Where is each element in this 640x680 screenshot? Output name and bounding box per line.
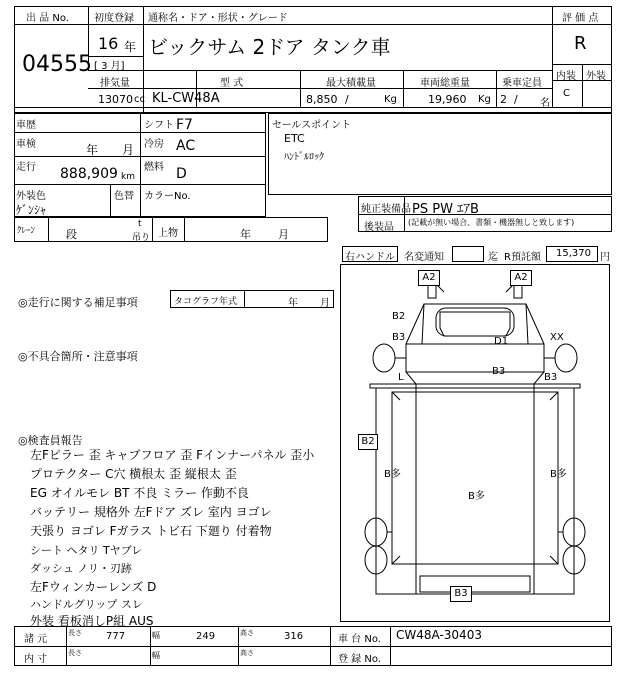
front-right-wheel: [555, 344, 577, 372]
sales-item-1: ETC: [284, 132, 305, 145]
shift: F7: [176, 117, 193, 133]
divider: [14, 156, 266, 157]
damage-mark: A2: [510, 270, 532, 286]
divider: [238, 626, 239, 666]
mileage-unit: km: [121, 172, 135, 182]
divider: [66, 626, 67, 666]
aircon-label: 冷房: [144, 139, 164, 150]
steering: 右ハンドル: [345, 252, 395, 263]
lot-no-label: 出 品 No.: [26, 13, 69, 24]
inner-width-label: 幅: [152, 651, 160, 660]
damage-mark: L: [398, 372, 404, 383]
first-reg-label: 初度登録: [94, 13, 134, 24]
max-load-sep: /: [345, 93, 349, 106]
reg-year-unit: 年: [124, 40, 137, 54]
report-line: 天張り ヨゴレ Fガラス トビ石 下廻り 付着物: [30, 524, 272, 538]
total-unit: 円: [600, 252, 610, 263]
damage-mark: B3: [450, 586, 472, 602]
divider: [330, 626, 331, 666]
zeta: 迄: [488, 252, 498, 263]
mileage-label: 走行: [16, 162, 36, 173]
divider: [552, 6, 553, 107]
color-label: 外装色: [16, 191, 46, 202]
damage-mark: B多: [468, 491, 485, 502]
divider: [14, 184, 266, 185]
driving-label: ◎走行に関する補足事項: [18, 296, 138, 309]
car-label: 通称名・ドア・形状・グレード: [148, 13, 288, 24]
gross-weight: 19,960: [428, 93, 467, 106]
aftermarket-label: 後装品: [364, 222, 394, 233]
divider: [140, 113, 141, 217]
tank-body: [392, 392, 558, 564]
sales-item-2: ﾊﾝﾄﾞﾙﾛｯｸ: [284, 152, 324, 163]
width-label: 幅: [152, 631, 160, 640]
capacity-label: 乗車定員: [502, 78, 542, 89]
report-line: バッテリー 規格外 左Fドア ズレ 室内 ヨゴレ: [30, 505, 272, 519]
crane-step: 段: [66, 228, 77, 241]
damage-mark: B2: [392, 311, 406, 322]
eval-score: R: [574, 33, 587, 54]
height: 316: [284, 631, 304, 642]
divider: [403, 70, 404, 107]
displacement-label: 排気量: [100, 78, 130, 89]
cab-outline: [422, 304, 528, 344]
divider: [14, 24, 552, 25]
aftermarket-note: (記載が無い場合、書類・機器無しと致します): [408, 218, 575, 227]
report-line: シート ヘタリ Tヤブレ: [30, 544, 143, 557]
max-load-unit: Kg: [384, 94, 397, 105]
reg-year: 16: [98, 34, 119, 53]
history-label: 車歴: [16, 120, 36, 131]
inner-label: 内 寸: [24, 654, 48, 665]
damage-mark: D1: [494, 336, 509, 347]
width: 249: [196, 631, 216, 642]
capacity-sep: /: [514, 93, 518, 106]
max-load-label: 最大積載量: [326, 78, 376, 89]
inspector-label: ◎検査員報告: [18, 434, 83, 447]
total-value: 15,370: [556, 248, 591, 259]
sales-label: セールスポイント: [272, 120, 352, 131]
divider: [552, 24, 612, 25]
length-label: 長さ: [68, 629, 82, 637]
damage-mark: B3: [392, 332, 406, 343]
report-line: 左Fピラー 歪 キャブフロア 歪 Fインナーパネル 歪小: [30, 448, 315, 462]
divider: [390, 626, 391, 666]
exterior-label: 外装: [586, 71, 606, 82]
mileage: 888,909: [60, 166, 118, 182]
tachograph-year: 年: [288, 298, 298, 309]
inner-height-label: 高さ: [240, 649, 254, 657]
damage-mark: A2: [418, 270, 440, 286]
rear-bumper: [420, 576, 530, 592]
divider: [88, 88, 552, 89]
car-name: ビックサム 2ドア タンク車: [148, 35, 391, 59]
gross-weight-unit: Kg: [478, 94, 491, 105]
damage-mark: XX: [550, 332, 564, 343]
tachograph-label: タコグラフ年式: [174, 297, 238, 307]
chassis-label: 車 台 No.: [338, 634, 381, 645]
truck-diagram: [340, 264, 610, 622]
eval-label: 評 価 点: [562, 13, 599, 24]
color: ｹﾞﾝｼｬ: [16, 203, 47, 217]
displacement-unit: cc: [134, 94, 145, 105]
capacity-unit: 名: [540, 98, 550, 109]
length: 777: [106, 631, 126, 642]
max-load: 8,850: [306, 93, 338, 106]
divider: [48, 217, 49, 242]
fuel-label: 燃料: [144, 162, 164, 173]
inspection-label: 車検: [16, 139, 36, 150]
report-line: 外装 看板消しP組 AUS: [30, 614, 154, 628]
report-line: ダッシュ ノリ・刃跡: [30, 562, 132, 575]
windshield: [440, 312, 510, 336]
inspection-year: 年: [86, 143, 99, 157]
divider: [582, 64, 583, 107]
divider: [14, 132, 266, 133]
divider: [14, 107, 612, 108]
capacity: 2: [500, 93, 507, 106]
divider: [88, 70, 552, 71]
report-line: 左Fウィンカーレンズ D: [30, 580, 157, 594]
damage-mark: B2: [358, 434, 378, 450]
upper-label: 上物: [158, 228, 178, 239]
lot-no: 04555: [22, 52, 92, 77]
damage-mark: B多: [550, 469, 567, 480]
equipment-label: 純正装備品: [361, 204, 411, 215]
displacement: 13070: [98, 93, 133, 106]
divider: [184, 217, 185, 242]
interior-label: 内装: [556, 71, 576, 82]
inner-length-label: 長さ: [68, 649, 82, 657]
upper-year: 年: [240, 228, 251, 241]
inspection-month: 月: [122, 143, 135, 157]
divider: [300, 70, 301, 107]
chassis: CW48A-30403: [396, 628, 482, 642]
report-line: EG オイルモレ BT 不良 ミラー 作動不良: [30, 486, 249, 500]
color-no-label: カラーNo.: [144, 191, 191, 202]
tachograph-month: 月: [320, 298, 330, 309]
divider: [150, 626, 151, 666]
interior-score: C: [563, 88, 570, 99]
dims-label: 諸 元: [24, 634, 48, 645]
divider: [110, 184, 111, 217]
crane-t: t: [138, 219, 142, 229]
divider: [244, 290, 245, 308]
reg-label: 登 録 No.: [338, 654, 381, 665]
total-label: R預託額: [504, 252, 541, 263]
gross-weight-label: 車両総重量: [420, 78, 470, 89]
report-line: ハンドルグリップ スレ: [30, 598, 143, 611]
equipment-value: PS PW ｴｱB: [412, 202, 479, 217]
aircon: AC: [176, 138, 196, 154]
damage-mark: B3: [544, 372, 558, 383]
color-change-label: 色替: [114, 191, 134, 202]
damage-mark: B3: [492, 366, 506, 377]
divider: [152, 217, 153, 242]
damage-mark: B多: [384, 469, 401, 480]
fuel: D: [176, 166, 187, 182]
crane-tsuri: 吊り: [132, 233, 151, 243]
upper-month: 月: [278, 228, 289, 241]
front-left-wheel: [373, 344, 395, 372]
meter-change-box: [452, 246, 484, 262]
divider: [496, 70, 497, 107]
report-line: プロテクター C穴 横根太 歪 縦根太 歪: [30, 467, 237, 481]
model: KL-CW48A: [152, 91, 220, 106]
divider: [14, 646, 612, 647]
meter-change-label: 名変通知: [404, 252, 444, 263]
defects-label: ◎不具合箇所・注意事項: [18, 350, 138, 363]
crane-label: ｸﾚｰﾝ: [17, 226, 36, 236]
height-label: 高さ: [240, 629, 254, 637]
model-label: 型 式: [220, 78, 244, 89]
reg-month: [ 3 月]: [94, 61, 125, 72]
shift-label: シフト: [144, 120, 174, 131]
